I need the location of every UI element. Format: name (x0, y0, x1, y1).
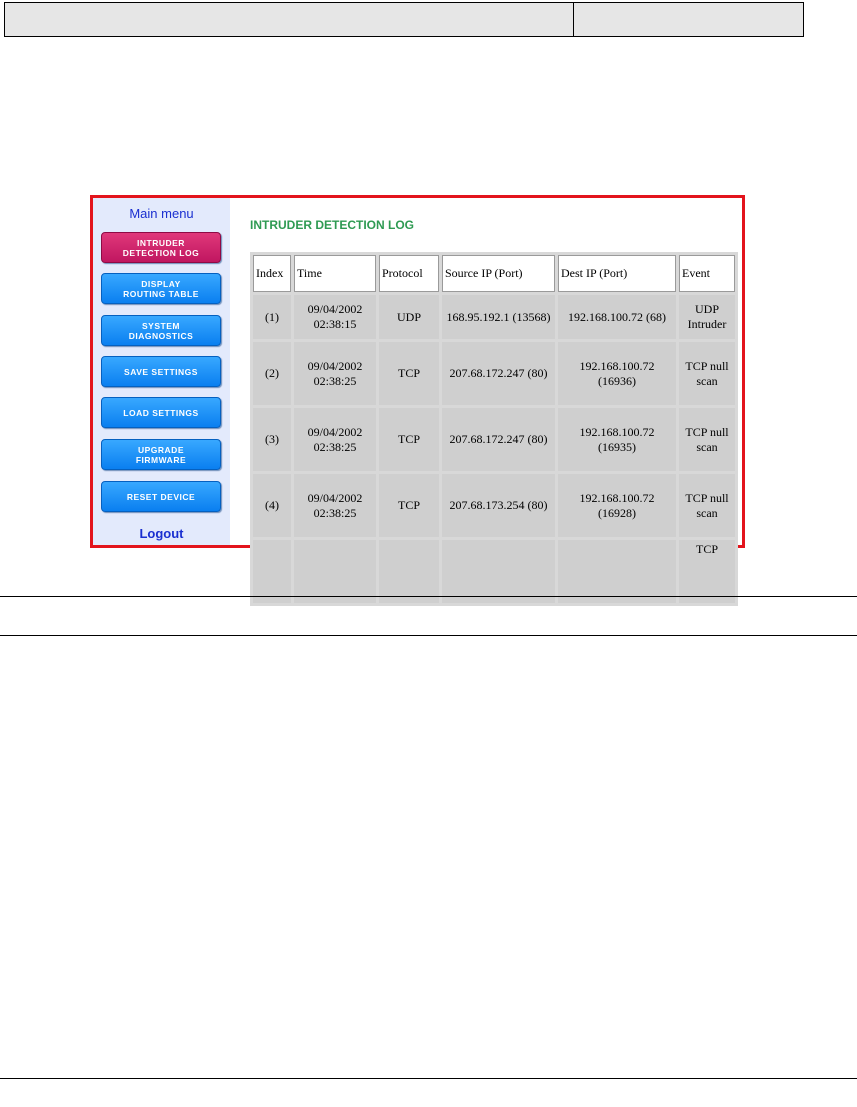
document-header-bar (4, 2, 804, 37)
cell-source: 207.68.172.247 (80) (442, 408, 555, 471)
cell-time: 09/04/2002 02:38:25 (294, 408, 376, 471)
cell-time (294, 540, 376, 603)
screenshot-highlight-frame (90, 195, 745, 556)
cell-protocol (379, 540, 439, 603)
footer-divider-line (0, 1078, 857, 1079)
cell-index: (4) (253, 474, 291, 537)
column-header-protocol: Protocol (379, 255, 439, 292)
cell-event: TCP null scan (679, 408, 735, 471)
page-title: INTRUDER DETECTION LOG (250, 218, 414, 232)
table-row-partial (253, 540, 735, 603)
cell-index: (2) (253, 342, 291, 405)
header-divider (573, 3, 574, 36)
main-menu-sidebar (93, 198, 230, 545)
cell-event: TCP null scan (679, 342, 735, 405)
column-header-source-ip: Source IP (Port) (442, 255, 555, 292)
save-settings-button[interactable]: SAVE SETTINGS (101, 356, 221, 387)
cell-event: TCP null scan (679, 474, 735, 537)
cell-event: UDP Intruder (679, 295, 735, 339)
logout-link[interactable]: Logout (139, 526, 184, 541)
cell-time: 09/04/2002 02:38:25 (294, 474, 376, 537)
cell-source (442, 540, 555, 603)
cell-event: TCP (679, 540, 735, 603)
cell-dest: 192.168.100.72 (16936) (558, 342, 676, 405)
cell-index: (1) (253, 295, 291, 339)
main-menu-title: Main menu (129, 206, 194, 221)
table-header-row (253, 255, 735, 292)
cell-dest: 192.168.100.72 (68) (558, 295, 676, 339)
divider-line-lower (0, 635, 857, 636)
cell-source: 168.95.192.1 (13568) (442, 295, 555, 339)
upgrade-firmware-button[interactable]: UPGRADE FIRMWARE (101, 439, 221, 470)
column-header-dest-ip: Dest IP (Port) (558, 255, 676, 292)
cell-index (253, 540, 291, 603)
column-header-time: Time (294, 255, 376, 292)
reset-device-button[interactable]: RESET DEVICE (101, 481, 221, 512)
column-header-index: Index (253, 255, 291, 292)
intruder-log-table (250, 252, 738, 606)
column-header-event: Event (679, 255, 735, 292)
cell-protocol: TCP (379, 408, 439, 471)
cell-source: 207.68.172.247 (80) (442, 342, 555, 405)
table-row (253, 295, 735, 339)
table-row (253, 408, 735, 471)
system-diagnostics-button[interactable]: SYSTEM DIAGNOSTICS (101, 315, 221, 346)
cell-protocol: UDP (379, 295, 439, 339)
divider-line-upper (0, 596, 857, 597)
table-row (253, 342, 735, 405)
cell-dest: 192.168.100.72 (16928) (558, 474, 676, 537)
display-routing-table-button[interactable]: DISPLAY ROUTING TABLE (101, 273, 221, 304)
cell-protocol: TCP (379, 474, 439, 537)
cell-time: 09/04/2002 02:38:25 (294, 342, 376, 405)
load-settings-button[interactable]: LOAD SETTINGS (101, 397, 221, 428)
cell-dest (558, 540, 676, 603)
cell-source: 207.68.173.254 (80) (442, 474, 555, 537)
table-row (253, 474, 735, 537)
cell-time: 09/04/2002 02:38:15 (294, 295, 376, 339)
intruder-detection-log-button[interactable]: INTRUDER DETECTION LOG (101, 232, 221, 263)
cell-index: (3) (253, 408, 291, 471)
cell-dest: 192.168.100.72 (16935) (558, 408, 676, 471)
cell-protocol: TCP (379, 342, 439, 405)
